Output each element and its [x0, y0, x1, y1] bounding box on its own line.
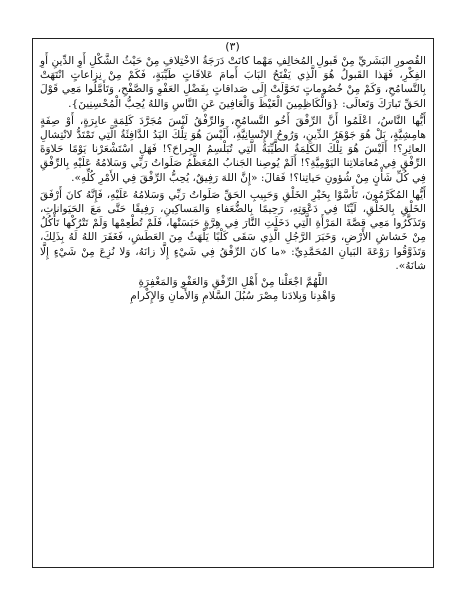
- closing-prayer-line: وَاهْدِنا وَبِلادَنا مِصْرَ سُبُلَ السَّلامِ وَالأَمانِ وَالإِكْرامِ: [130, 290, 336, 303]
- paragraph-gentleness: أَيُّها النَّاسُ، اعْلَمُوا أَنَّ الرِّفْقَ أَخُو التَّسامُحِ، وَالرِّفْقُ لَيْسَ مُجَرَّدَ كَلِمَةٍ عابِرَةٍ، أَوْ صِفَةٍ هامِشِيَّةٍ، بَلْ هُوَ جَوْهَرُ الدِّينِ، وَرُوحُ الإِنْسانِيَّةِ، أَلَيْسَ هُوَ تِلْكَ اليَدُ الدَّافِئَةُ الَّتِي تَمْتَدُّ لانْتِشالِ العاثِرِ؟! أَلَيْسَ هُوَ تِلْكَ الكَلِمَةُ الطَّيِّبَةُ الَّتِي تُبَلْسِمُ الجِراحَ؟! فَهَلِ اسْتَشْعَرْنا يَوْمًا حَلاوَةَ الرِّفْقِ فِي مُعامَلاتِنا اليَوْمِيَّةِ؟! أَلَمْ يُوصِنا الجَنابُ المُعَظَّمُ صَلَواتُ رَبِّي وَسَلامُهُ عَلَيْهِ بِالرِّفْقِ فِي كُلِّ شَأْنٍ مِنْ شُؤونِ حَياتِنا؟! فَقالَ: «إِنَّ اللهَ رَفِيقٌ، يُحِبُّ الرِّفْقَ فِي الأَمْرِ كُلِّهِ».: [40, 114, 426, 184]
- sermon-text: [40, 54, 426, 303]
- paragraph-forgiveness: القُصورِ البَشَريِّ مِنْ قَبولِ المُخالِفِ مَهْما كانَتْ دَرَجَةُ الاخْتِلافِ مِنْ حَيْثُ الشَّكْلِ أَوِ الدِّينِ أَوِ الفِكْرِ، فَهَذا القَبولُ هُوَ الَّذِي يَفْتَحُ البَابَ أَمامَ عَلاقَاتٍ طَيِّبَةٍ، فَكَمْ مِنْ نِزاعاتٍ انْتَهَتْ بِالتَّسامُحِ، وَكَمْ مِنْ خُصُوماتٍ تَحَوَّلَتْ إِلَى صَداقاتٍ بِفَضْلِ العَفْوِ وَالصَّفْحِ، وَتَأَمَّلُوا مَعِي قَوْلَ الحَقِّ تَبارَكَ وَتَعالَى: {وَالْكَاظِمِينَ الْغَيْظَ وَالْعَافِينَ عَنِ النَّاسِ وَاللهُ يُحِبُّ الْمُحْسِنِينَ}.: [40, 55, 426, 110]
- paragraph-prophet-example: أَيُّها المُكَرَّمُونَ، تَأَسَّوْا بِخَيْرِ الخَلْقِ وَحَبِيبِ الحَقِّ صَلَواتُ رَبِّي وَسَلامُهُ عَلَيْهِ، فَإِنَّهُ كانَ أَرْفَقَ الخَلْقِ بِالخَلْقِ، لَيِّنًا فِي دَعْوَتِهِ، رَحِيمًا بِالضُّعَفاءِ وَالمَساكِينِ، رَفِيقًا حَتَّى مَعَ الحَيَواناتِ، وَتَذَكَّرُوا مَعِي قِصَّةَ المَرْأَةِ الَّتِي دَخَلَتِ النَّارَ فِي هِرَّةٍ حَبَسَتْها، فَلَمْ تُطْعِمْها وَلَمْ تَتْرُكْها تَأْكُلُ مِنْ خَشاشِ الأَرْضِ، وَخَبَرَ الرَّجُلِ الَّذِي سَقَى كَلْبًا يَلْهَثُ مِنَ العَطَشِ، فَغَفَرَ اللهُ لَهُ بِذَلِكَ، وَتَذَوَّقُوا رَوْعَةَ البَيانِ المُحَمَّدِيِّ: «ما كانَ الرِّفْقُ فِي شَيْءٍ إِلَّا زانَهُ، وَلا نُزِعَ مِنْ شَيْءٍ إِلَّا شانَهُ».: [40, 188, 426, 272]
- page-number: (٣): [225, 40, 240, 53]
- closing-prayer-line: اللَّهُمَّ اجْعَلْنا مِنْ أَهْلِ الرِّفْقِ وَالعَفْوِ وَالمَغْفِرَةِ: [138, 276, 328, 289]
